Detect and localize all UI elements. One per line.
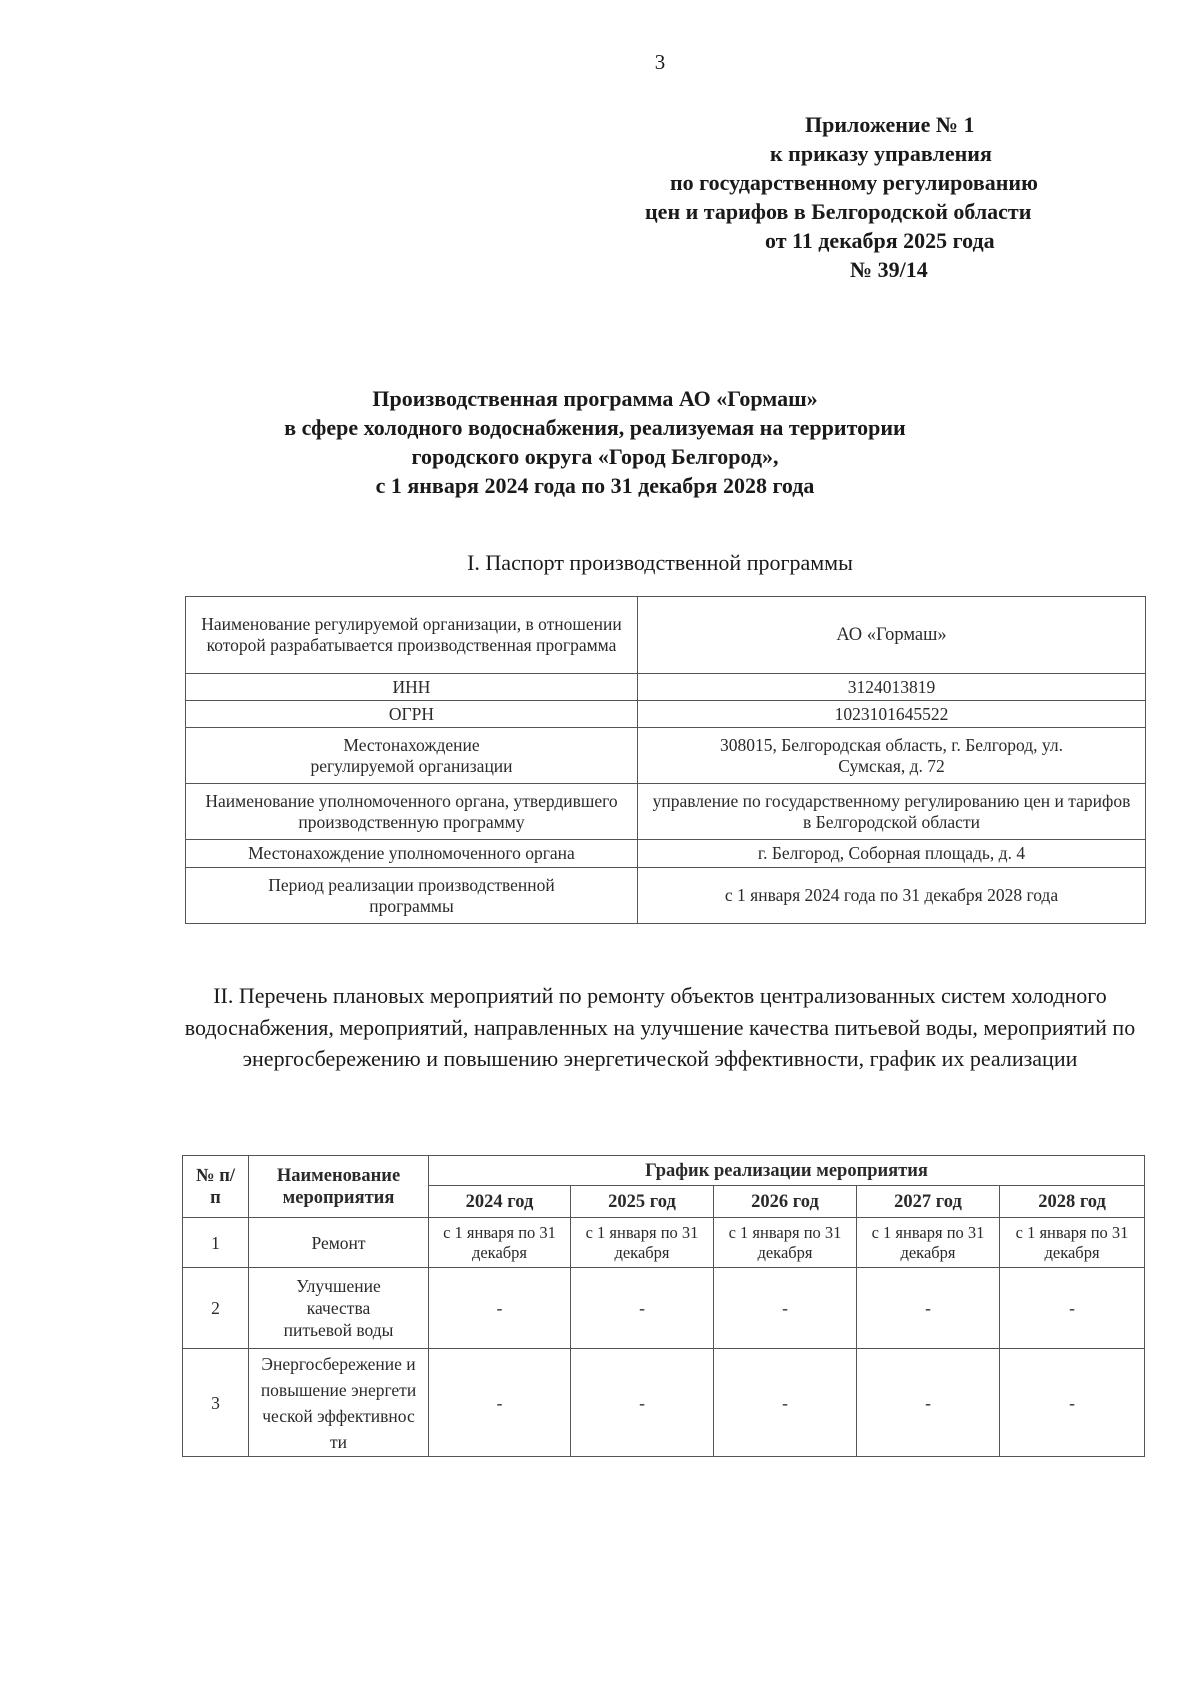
table-row: [183, 1349, 1145, 1457]
schedule-cell: -: [857, 1349, 1000, 1457]
header-year: 2026 год: [714, 1186, 857, 1218]
passport-value: 3124013819: [638, 674, 1146, 701]
passport-label: Местонахождение уполномоченного органа: [186, 840, 638, 868]
table-row: [183, 1218, 1145, 1268]
appendix-line-2: к приказу управления: [770, 141, 992, 166]
schedule-cell: -: [571, 1349, 714, 1457]
schedule-cell: с 1 января по 31 декабря: [857, 1218, 1000, 1268]
title-line-3: городского округа «Город Белгород»,: [411, 444, 779, 469]
table-row: [186, 840, 1146, 868]
header-year: 2027 год: [857, 1186, 1000, 1218]
header-name: Наименование мероприятия: [249, 1156, 429, 1218]
schedule-cell: -: [571, 1268, 714, 1349]
passport-value: 308015, Белгородская область, г. Белгород, ул. Сумская, д. 72: [638, 728, 1146, 784]
schedule-cell: -: [429, 1268, 571, 1349]
passport-value: управление по государственному регулированию цен и тарифов в Белгородской области: [638, 784, 1146, 840]
table-row: [186, 784, 1146, 840]
schedule-cell: -: [857, 1268, 1000, 1349]
passport-table: [185, 596, 1146, 924]
passport-value: г. Белгород, Соборная площадь, д. 4: [638, 840, 1146, 868]
appendix-line-1: Приложение № 1: [805, 112, 975, 137]
header-year: 2025 год: [571, 1186, 714, 1218]
table-row: [183, 1268, 1145, 1349]
document-title: [190, 384, 1000, 500]
table-row: [186, 868, 1146, 924]
row-num: 1: [183, 1218, 249, 1268]
row-num: 3: [183, 1349, 249, 1457]
title-line-4: с 1 января 2024 года по 31 декабря 2028 года: [375, 473, 815, 498]
table-row: [186, 728, 1146, 784]
schedule-cell: с 1 января по 31 декабря: [429, 1218, 571, 1268]
appendix-line-5: от 11 декабря 2025 года: [765, 228, 995, 253]
table-row: [186, 597, 1146, 674]
passport-label: Наименование регулируемой организации, в отношении которой разрабатывается производственная программа: [186, 597, 638, 674]
page-number: 3: [654, 50, 666, 74]
schedule-cell: -: [429, 1349, 571, 1457]
schedule-cell: с 1 января по 31 декабря: [1000, 1218, 1145, 1268]
header-row: [183, 1156, 1145, 1186]
schedule-cell: с 1 января по 31 декабря: [571, 1218, 714, 1268]
appendix-line-3: по государственному регулированию: [670, 170, 1038, 195]
passport-value: с 1 января 2024 года по 31 декабря 2028 года: [638, 868, 1146, 924]
schedule-cell: -: [1000, 1349, 1145, 1457]
passport-label: Наименование уполномоченного органа, утвердившего производственную программу: [186, 784, 638, 840]
header-num: № п/п: [183, 1156, 249, 1218]
section-2-title: II. Перечень плановых мероприятий по ремонту объектов централизованных систем холодного водоснабжения, мероприятий, направленных на улучшение качества питьевой воды, мероприятий по энергосбережению и повышению энергетической эффективности, график их реализации: [184, 983, 1136, 1071]
row-name: Ремонт: [249, 1218, 429, 1268]
row-name: Энергосбережение и повышение энергетической эффективности: [249, 1349, 429, 1457]
schedule-cell: -: [1000, 1268, 1145, 1349]
table-row: [186, 701, 1146, 728]
passport-label: Местонахождение регулируемой организации: [186, 728, 638, 784]
section-1-title: I. Паспорт производственной программы: [467, 550, 853, 575]
table-row: [186, 674, 1146, 701]
passport-label: ИНН: [186, 674, 638, 701]
title-line-1: Производственная программа АО «Гормаш»: [372, 386, 818, 411]
schedule-table: [182, 1155, 1145, 1457]
row-name: Улучшение качества питьевой воды: [249, 1268, 429, 1349]
passport-label: Период реализации производственной программы: [186, 868, 638, 924]
header-year: 2028 год: [1000, 1186, 1145, 1218]
appendix-line-6: № 39/14: [850, 257, 928, 282]
title-line-2: в сфере холодного водоснабжения, реализуемая на территории: [284, 415, 906, 440]
schedule-cell: с 1 января по 31 декабря: [714, 1218, 857, 1268]
appendix-header: [620, 110, 1140, 284]
schedule-cell: -: [714, 1268, 857, 1349]
passport-value: АО «Гормаш»: [638, 597, 1146, 674]
passport-value: 1023101645522: [638, 701, 1146, 728]
row-num: 2: [183, 1268, 249, 1349]
appendix-line-4: цен и тарифов в Белгородской области: [645, 199, 1032, 224]
passport-label: ОГРН: [186, 701, 638, 728]
header-schedule: График реализации мероприятия: [429, 1156, 1145, 1186]
schedule-cell: -: [714, 1349, 857, 1457]
header-year: 2024 год: [429, 1186, 571, 1218]
